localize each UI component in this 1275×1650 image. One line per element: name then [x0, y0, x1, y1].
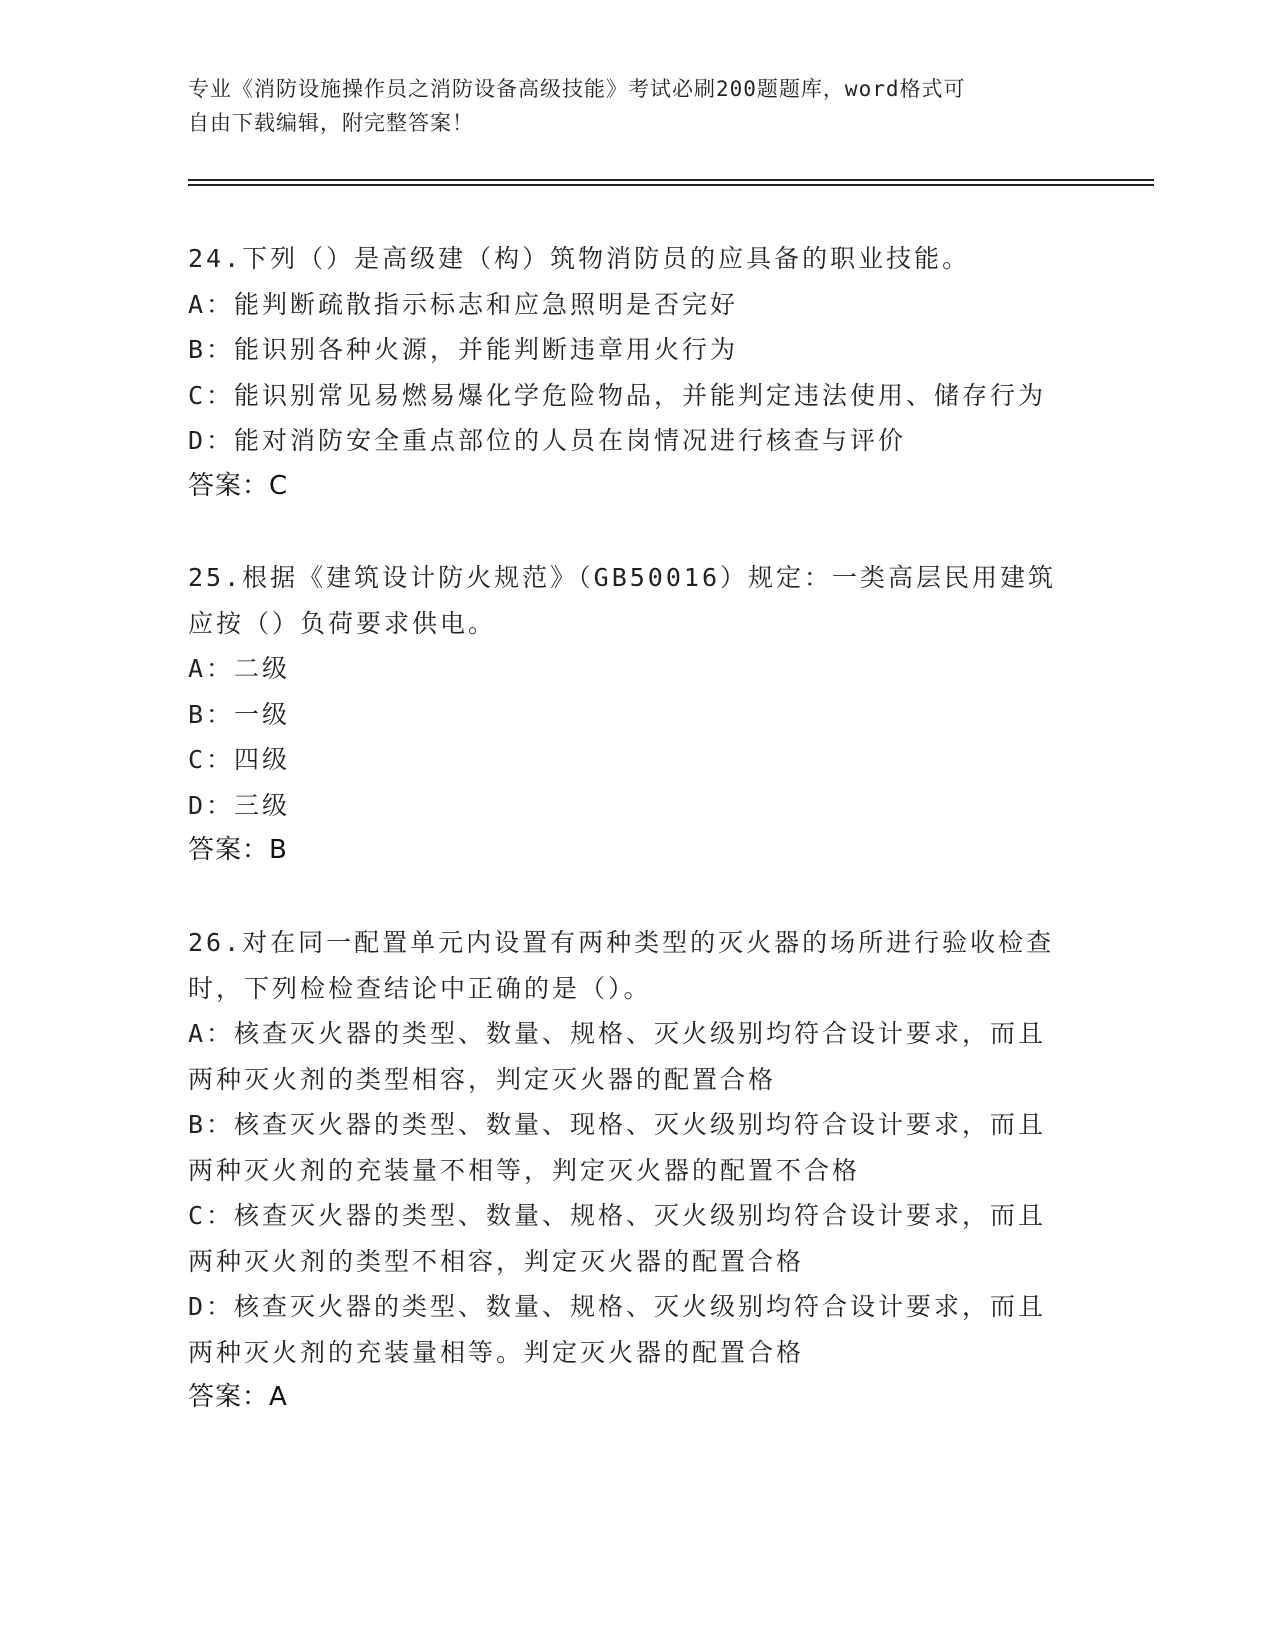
option-a: A：能判断疏散指示标志和应急照明是否完好 — [188, 289, 739, 319]
option-d: D：能对消防安全重点部位的人员在岗情况进行核查与评价 — [188, 426, 907, 455]
question-24 — [188, 236, 1088, 509]
option-c: C：核查灭火器的类型、数量、规格、灭火级别均符合设计要求，而且 — [188, 1201, 1047, 1230]
option-d: D：核查灭火器的类型、数量、规格、灭火级别均符合设计要求，而且 — [188, 1292, 1047, 1321]
option-a: A：核查灭火器的类型、数量、规格、灭火级别均符合设计要求，而且 — [188, 1019, 1047, 1048]
option-a-cont: 两种灭火剂的类型相容，判定灭火器的配置合格 — [188, 1064, 777, 1094]
option-a: A：二级 — [188, 654, 291, 683]
answer: 答案：C — [188, 470, 289, 501]
question-stem: 26.对在同一配置单元内设置有两种类型的灭火器的场所进行验收检查 — [188, 928, 1055, 957]
question-stem-cont: 应按（）负荷要求供电。 — [188, 608, 497, 638]
answer: 答案：A — [188, 1382, 288, 1412]
header-line-1: 专业《消防设施操作员之消防设备高级技能》考试必刷200题题库，word格式可 — [188, 77, 966, 101]
option-c: C：能识别常见易燃易爆化学危险物品，并能判定违法使用、储存行为 — [188, 380, 1047, 410]
option-b: B：核查灭火器的类型、数量、现格、灭火级别均符合设计要求，而且 — [188, 1110, 1047, 1139]
option-b: B：能识别各种火源，并能判断违章用火行为 — [188, 335, 739, 364]
question-stem: 25.根据《建筑设计防火规范》（GB50016）规定：一类高层民用建筑 — [188, 563, 1057, 592]
option-c-cont: 两种灭火剂的类型不相容，判定灭火器的配置合格 — [188, 1246, 805, 1276]
question-stem-cont: 时，下列检检查结论中正确的是（）。 — [188, 973, 652, 1003]
option-b-cont: 两种灭火剂的充装量不相等，判定灭火器的配置不合格 — [188, 1155, 861, 1185]
document-header — [188, 72, 1088, 140]
answer: 答案：B — [188, 835, 288, 865]
question-stem: 24.下列（）是高级建（构）筑物消防员的应具备的职业技能。 — [188, 244, 971, 273]
question-26 — [188, 920, 1088, 1421]
header-rule-top — [188, 179, 1154, 181]
option-c: C：四级 — [188, 745, 291, 774]
option-d: D：三级 — [188, 790, 291, 820]
question-25 — [188, 555, 1088, 874]
option-d-cont: 两种灭火剂的充装量相等。判定灭火器的配置合格 — [188, 1337, 805, 1367]
header-line-2: 自由下载编辑，附完整答案！ — [188, 111, 474, 135]
header-rule-bottom — [188, 184, 1154, 186]
option-b: B：一级 — [188, 699, 291, 729]
